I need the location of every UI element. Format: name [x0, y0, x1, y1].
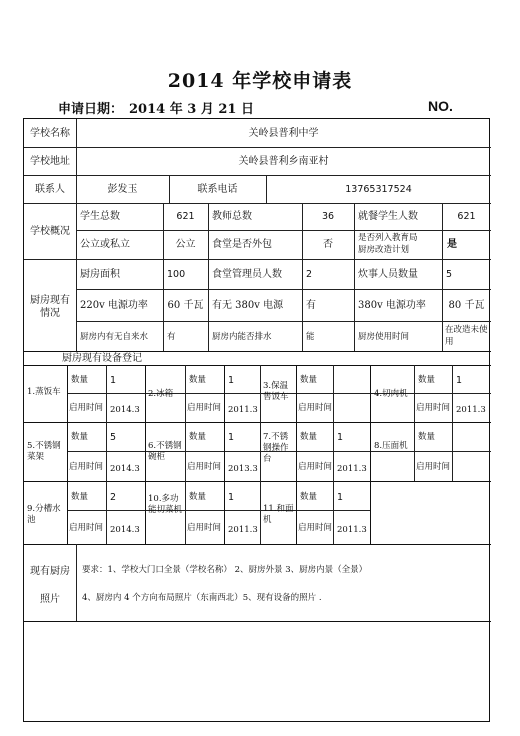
serial-number-label: NO. — [428, 98, 453, 114]
kitchen-label-line1: 厨房现有 — [30, 295, 70, 306]
date-value: 2014 年 3 月 21 日 — [129, 102, 254, 117]
canteen-outsourced-label: 食堂是否外包 — [212, 239, 272, 250]
equipment-date: 2011.3 — [228, 525, 258, 535]
school-name-label: 学校名称 — [30, 128, 70, 139]
qty-label: 数量 — [300, 375, 318, 385]
equipment-name: 5.不锈钢菜架 — [27, 441, 61, 462]
kitchen-use-value-line1: 在改造未使 — [445, 325, 488, 335]
qty-label: 数量 — [189, 492, 207, 502]
students-label: 学生总数 — [80, 211, 120, 222]
date-label: 启用时间 — [416, 403, 451, 413]
kitchen-label-line2: 情况 — [40, 308, 60, 319]
application-form — [23, 118, 490, 722]
school-address: 关岭县普利乡南亚村 — [238, 156, 329, 167]
date-label: 启用时间 — [298, 523, 333, 533]
date-label: 启用时间 — [187, 462, 222, 472]
diners-label: 就餐学生人数 — [358, 211, 418, 222]
teachers-value: 36 — [321, 211, 335, 222]
equipment-qty: 1 — [228, 375, 235, 386]
tap-water-label: 厨房内有无自来水 — [80, 332, 149, 342]
has-380-value: 有 — [306, 300, 316, 311]
overview-label: 学校概况 — [30, 226, 70, 237]
equipment-heading: 厨房现有设备登记 — [62, 353, 142, 364]
equipment-date: 2014.3 — [110, 464, 140, 474]
equipment-date: 2014.3 — [110, 405, 140, 415]
photo-requirements-line1: 要求：1、学校大门口全景（学校名称） 2、厨房外景 3、厨房内景（全景） — [82, 565, 368, 575]
qty-label: 数量 — [189, 432, 207, 442]
equipment-name: 9.分槽水池 — [27, 504, 61, 525]
plan-label-line1: 是否列入教育局 — [358, 233, 418, 243]
qty-label: 数量 — [300, 432, 318, 442]
drainage-label: 厨房内能否排水 — [212, 332, 272, 342]
equipment-qty: 1 — [337, 432, 344, 443]
equipment-name: 10.多功能切菜机 — [148, 494, 183, 515]
date-label: 启用时间 — [69, 462, 104, 472]
ownership-value: 公立 — [175, 239, 196, 250]
equipment-qty: 1 — [228, 432, 235, 443]
photos-label-line2: 照片 — [40, 594, 60, 605]
canteen-outsourced-value: 否 — [323, 239, 333, 250]
qty-label: 数量 — [71, 375, 89, 385]
diners-value: 621 — [457, 211, 476, 222]
canteen-staff-label: 食堂管理员人数 — [212, 269, 282, 280]
kitchen-use-value-line2: 用 — [445, 337, 454, 347]
equipment-qty: 1 — [337, 492, 344, 503]
kitchen-use-label: 厨房使用时间 — [358, 332, 410, 342]
kitchen-area-label: 厨房面积 — [80, 269, 120, 280]
date-label: 启用时间 — [69, 523, 104, 533]
teachers-label: 教师总数 — [212, 211, 252, 222]
kitchen-area-value: 100 — [167, 269, 186, 280]
power-220-value: 60 千瓦 — [167, 300, 204, 311]
equipment-date: 2011.3 — [337, 525, 367, 535]
date-label: 启用时间 — [187, 523, 222, 533]
power-220-label: 220v 电源功率 — [80, 300, 148, 311]
plan-label-line2: 厨房改造计划 — [358, 245, 410, 255]
plan-value: 是 — [447, 239, 457, 250]
ownership-label: 公立或私立 — [80, 239, 130, 250]
canteen-staff-value: 2 — [306, 269, 313, 280]
qty-label: 数量 — [71, 432, 89, 442]
photos-label-line1: 现有厨房 — [30, 566, 70, 577]
equipment-name: 4.切肉机 — [374, 389, 408, 399]
students-value: 621 — [176, 211, 195, 222]
equipment-date: 2011.3 — [337, 464, 367, 474]
qty-label: 数量 — [189, 375, 207, 385]
form-title: 2014 年学校申请表 — [167, 70, 353, 92]
cooks-label: 炊事人员数量 — [358, 269, 418, 280]
cooks-value: 5 — [446, 269, 453, 280]
equipment-date: 2011.3 — [456, 405, 486, 415]
equipment-name: 2.冰箱 — [148, 389, 174, 399]
application-date — [58, 98, 260, 117]
equipment-qty: 1 — [110, 375, 117, 386]
equipment-qty: 5 — [110, 432, 117, 443]
equipment-date: 2011.3 — [228, 405, 258, 415]
equipment-name: 3.保温售饭车 — [263, 381, 289, 402]
equipment-name: 7.不锈钢操作台 — [263, 432, 289, 464]
date-label: 启用时间 — [416, 462, 451, 472]
equipment-name: 8.压面机 — [374, 441, 408, 451]
equipment-date: 2014.3 — [110, 525, 140, 535]
date-label: 启用时间 — [69, 403, 104, 413]
phone-label: 联系电话 — [197, 184, 238, 195]
date-label: 启用时间 — [298, 462, 333, 472]
date-label: 启用时间 — [298, 403, 333, 413]
photo-requirements-line2: 4、厨房内 4 个方向布局照片（东南西北）5、现有设备的照片 . — [82, 593, 322, 603]
equipment-qty: 2 — [110, 492, 117, 503]
equipment-date: 2013.3 — [228, 464, 258, 474]
qty-label: 数量 — [71, 492, 89, 502]
school-name: 关岭县普利中学 — [248, 128, 319, 139]
qty-label: 数量 — [300, 492, 318, 502]
equipment-name: 6.不锈钢碗柜 — [148, 441, 182, 462]
tap-water-value: 有 — [167, 332, 176, 342]
equipment-name: 1.蒸饭车 — [27, 387, 61, 397]
power-380-label: 380v 电源功率 — [358, 300, 426, 311]
has-380-label: 有无 380v 电源 — [212, 300, 284, 311]
equipment-qty: 1 — [456, 375, 463, 386]
qty-label: 数量 — [418, 432, 436, 442]
contact-label: 联系人 — [35, 184, 65, 195]
equipment-name: 11.和面机 — [263, 504, 294, 525]
qty-label: 数量 — [418, 375, 436, 385]
equipment-qty: 1 — [228, 492, 235, 503]
power-380-value: 80 千瓦 — [448, 300, 485, 311]
phone-number: 13765317524 — [345, 184, 412, 195]
date-label: 申请日期： — [58, 102, 124, 117]
drainage-value: 能 — [306, 332, 315, 342]
contact-name: 彭发玉 — [107, 184, 138, 195]
school-address-label: 学校地址 — [30, 156, 70, 167]
date-label: 启用时间 — [187, 403, 222, 413]
